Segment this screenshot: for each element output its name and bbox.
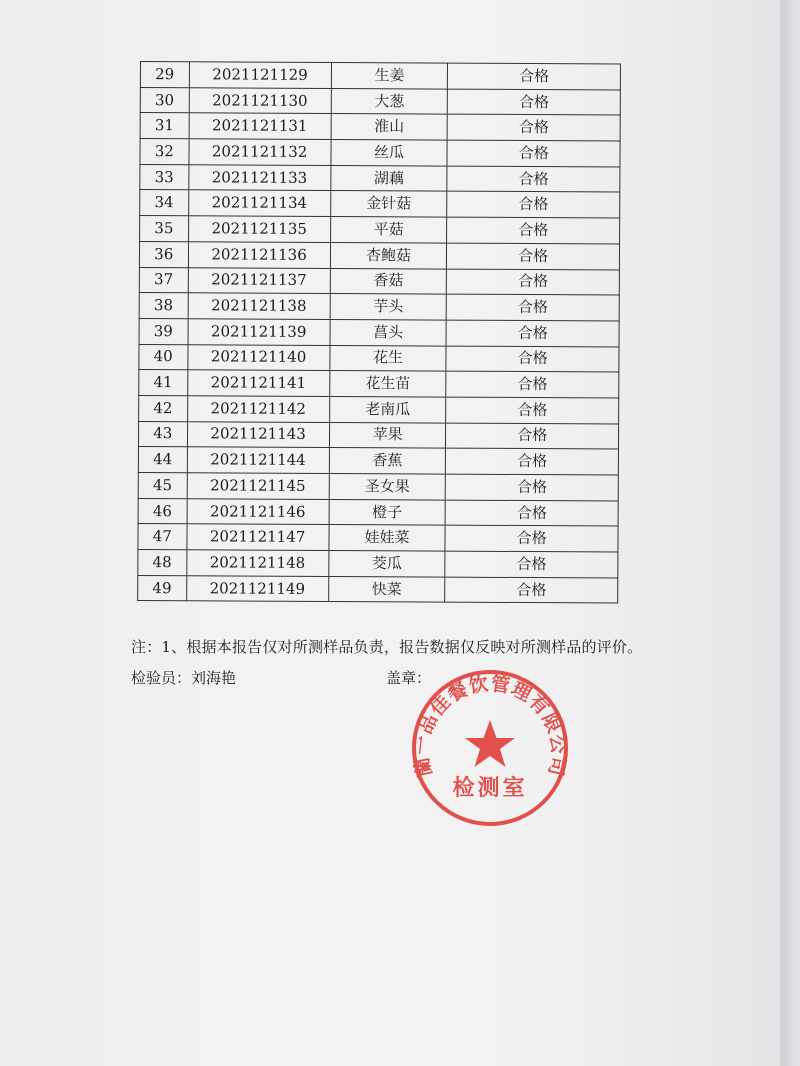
sample-id: 2021121147 xyxy=(186,524,328,550)
sample-id: 2021121136 xyxy=(188,242,330,268)
table-row xyxy=(140,190,620,218)
row-number: 39 xyxy=(139,318,188,344)
table-row xyxy=(139,267,619,295)
sample-id: 2021121131 xyxy=(189,113,331,139)
sample-id: 2021121146 xyxy=(187,498,329,524)
sample-id: 2021121134 xyxy=(188,190,330,216)
sample-id: 2021121148 xyxy=(186,550,328,576)
sample-name: 快菜 xyxy=(328,576,445,602)
row-number: 36 xyxy=(139,241,188,267)
inspection-table xyxy=(137,61,621,604)
row-number: 40 xyxy=(139,344,188,370)
test-result: 合格 xyxy=(447,192,620,219)
table-row xyxy=(140,62,620,90)
sample-name: 平菇 xyxy=(330,217,447,243)
test-result: 合格 xyxy=(448,89,621,116)
table-row xyxy=(139,344,619,372)
test-result: 合格 xyxy=(447,243,620,270)
sample-id: 2021121145 xyxy=(187,473,329,499)
sample-id: 2021121142 xyxy=(187,396,329,422)
table-row xyxy=(140,139,620,167)
official-seal xyxy=(410,668,570,828)
row-number: 45 xyxy=(138,472,187,498)
sample-name: 老南瓜 xyxy=(329,396,446,422)
sample-name: 芋头 xyxy=(330,294,447,320)
sample-name: 娃娃菜 xyxy=(329,525,446,551)
test-result: 合格 xyxy=(447,217,620,244)
table-row xyxy=(138,575,618,603)
sample-name: 杏鲍菇 xyxy=(330,242,447,268)
table-row xyxy=(140,113,620,141)
sample-id: 2021121132 xyxy=(188,139,330,165)
sample-name: 香蕉 xyxy=(329,448,446,474)
sample-name: 湖藕 xyxy=(331,165,448,191)
row-number: 32 xyxy=(140,139,189,165)
sample-id: 2021121141 xyxy=(187,370,329,396)
test-result: 合格 xyxy=(447,269,620,296)
table-row xyxy=(140,87,620,115)
sample-id: 2021121129 xyxy=(189,62,331,88)
test-result: 合格 xyxy=(447,294,620,321)
sample-id: 2021121138 xyxy=(188,293,330,319)
table-row xyxy=(138,524,618,552)
test-result: 合格 xyxy=(446,371,619,398)
table-row xyxy=(139,395,619,423)
sample-name: 菖头 xyxy=(330,319,447,345)
sample-id: 2021121144 xyxy=(187,447,329,473)
row-number: 42 xyxy=(139,395,188,421)
sample-id: 2021121140 xyxy=(187,344,329,370)
row-number: 44 xyxy=(138,447,187,473)
test-result: 合格 xyxy=(447,166,620,193)
row-number: 31 xyxy=(140,113,189,139)
sample-name: 丝瓜 xyxy=(331,140,448,166)
table-row xyxy=(138,447,618,475)
seal-ring-text: 蘭一品佳餐饮管理有限公司 xyxy=(410,672,570,779)
test-result: 合格 xyxy=(447,140,620,167)
table-row xyxy=(139,293,619,321)
sample-name: 香菇 xyxy=(330,268,447,294)
inspection-table-body xyxy=(138,62,621,604)
test-result: 合格 xyxy=(446,474,619,501)
seal-label: 盖章： xyxy=(386,669,432,687)
table-row xyxy=(138,550,618,578)
table-row xyxy=(139,318,619,346)
sample-name: 苹果 xyxy=(329,422,446,448)
test-result: 合格 xyxy=(448,114,621,141)
test-result: 合格 xyxy=(448,63,621,90)
inspector-line: 检验员：刘海艳 xyxy=(131,669,237,687)
test-result: 合格 xyxy=(446,320,619,347)
row-number: 37 xyxy=(139,267,188,293)
sample-name: 花生苗 xyxy=(329,371,446,397)
row-number: 34 xyxy=(140,190,189,216)
row-number: 33 xyxy=(140,164,189,190)
sample-id: 2021121149 xyxy=(186,575,328,601)
table-row xyxy=(139,241,619,269)
table-row xyxy=(138,472,618,500)
test-result: 合格 xyxy=(446,500,619,527)
test-result: 合格 xyxy=(445,525,618,552)
report-note: 注：1、根据本报告仅对所测样品负责，报告数据仅反映对所测样品的评价。 xyxy=(131,638,643,656)
sample-name: 茭瓜 xyxy=(328,551,445,577)
test-result: 合格 xyxy=(446,423,619,450)
sample-id: 2021121137 xyxy=(188,267,330,293)
test-result: 合格 xyxy=(446,346,619,373)
sample-id: 2021121135 xyxy=(188,216,330,242)
sample-id: 2021121130 xyxy=(189,87,331,113)
table-row xyxy=(138,498,618,526)
row-number: 46 xyxy=(138,498,187,524)
test-result: 合格 xyxy=(446,397,619,424)
table-row xyxy=(140,216,620,244)
row-number: 43 xyxy=(138,421,187,447)
sample-name: 淮山 xyxy=(331,114,448,140)
sample-name: 金针菇 xyxy=(330,191,447,217)
row-number: 38 xyxy=(139,293,188,319)
sample-id: 2021121139 xyxy=(188,319,330,345)
row-number: 47 xyxy=(138,524,187,550)
sample-name: 花生 xyxy=(330,345,447,371)
row-number: 35 xyxy=(140,216,189,242)
paper-edge xyxy=(780,0,800,1066)
table-row xyxy=(140,164,620,192)
sample-name: 圣女果 xyxy=(329,473,446,499)
row-number: 48 xyxy=(138,550,187,576)
seal-center-text: 检测室 xyxy=(452,775,528,801)
seal-star-icon xyxy=(465,720,515,767)
sample-id: 2021121143 xyxy=(187,421,329,447)
sample-name: 生姜 xyxy=(331,63,448,89)
table-row xyxy=(138,421,618,449)
row-number: 49 xyxy=(138,575,187,601)
row-number: 41 xyxy=(139,370,188,396)
row-number: 29 xyxy=(140,62,189,88)
sample-id: 2021121133 xyxy=(188,165,330,191)
test-result: 合格 xyxy=(445,551,618,578)
row-number: 30 xyxy=(140,87,189,113)
test-result: 合格 xyxy=(446,448,619,475)
sample-name: 橙子 xyxy=(329,499,446,525)
table-row xyxy=(139,370,619,398)
sample-name: 大葱 xyxy=(331,88,448,114)
test-result: 合格 xyxy=(445,577,618,604)
